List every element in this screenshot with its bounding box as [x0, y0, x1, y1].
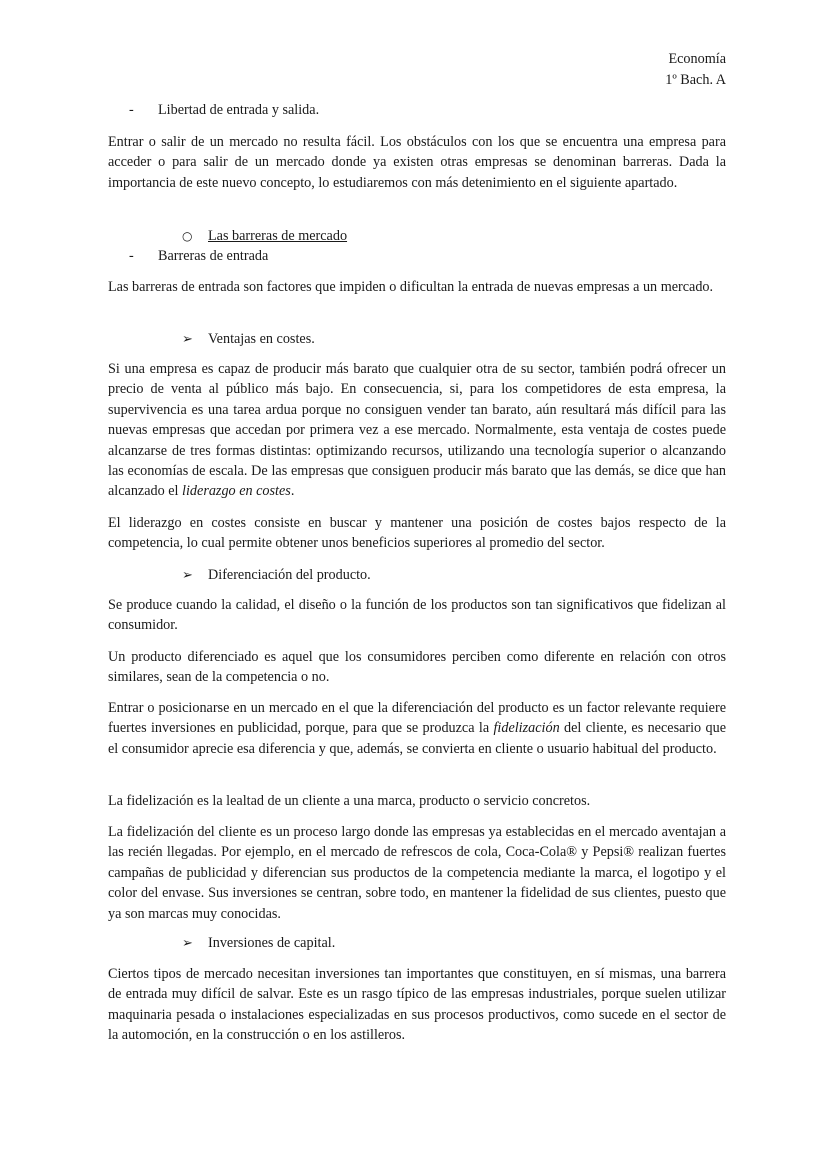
arrow-bullet-icon: ➢ — [182, 936, 193, 951]
paragraph-text: Entrar o posicionarse en un mercado en el que la diferenciación del producto es un factor relevante requiere fuertes inversiones en publicidad, porque, para que se produzca la — [108, 700, 726, 737]
subheading-inversiones — [182, 933, 335, 954]
paragraph-fidelizacion-cliente: La fidelización del cliente es un proceso largo donde las empresas ya establecidas en el mercado aventajan a las recién llegadas. Por ejemplo, en el mercado de refrescos de cola, Coca-Cola® y Pepsi® realizan fuertes campañas de publicidad y diferencian sus productos de la competencia mediante la marca, el logotipo y el color del envase. Sus inversiones se centran, sobre todo, en mantener la fidelidad de sus clientes, puesto que ya son marcas muy conocidas. — [108, 824, 726, 922]
dash-bullet: - — [129, 102, 134, 118]
emphasis-liderazgo: liderazgo en costes — [182, 483, 291, 500]
subheading-diferenciacion — [182, 565, 371, 586]
paragraph-barreras-definicion: Las barreras de entrada son factores que impiden o dificultan la entrada de nuevas empresas a un mercado. — [108, 279, 714, 295]
paragraph-fidelizacion-def: La fidelización es la lealtad de un cliente a una marca, producto o servicio concretos. — [108, 793, 591, 809]
list-item-label: Libertad de entrada y salida. — [158, 102, 320, 118]
emphasis-fidelizacion: fidelización — [493, 720, 560, 737]
page-header — [665, 49, 726, 91]
paragraph-diferenciacion-def: Se produce cuando la calidad, el diseño o la función de los productos son tan significativos que fidelizan al consumidor. — [108, 597, 726, 634]
arrow-bullet-icon: ➢ — [182, 332, 193, 347]
header-course: 1º Bach. A — [665, 72, 726, 88]
paragraph-liderazgo-costes: El liderazgo en costes consiste en buscar y mantener una posición de costes bajos respecto de la competencia, lo cual permite obtener unos beneficios superiores al promedio del sector. — [108, 515, 726, 552]
paragraph-end: . — [290, 483, 295, 500]
paragraph-posicionarse — [108, 698, 726, 759]
circle-bullet: ○ — [182, 229, 193, 243]
paragraph-producto-diferenciado: Un producto diferenciado es aquel que los consumidores perciben como diferente en relación con otros similares, sean de la competencia o no. — [108, 649, 726, 686]
dash-bullet: - — [129, 248, 134, 264]
section-heading-barreras — [182, 226, 347, 246]
section-title: Las barreras de mercado — [208, 228, 348, 244]
subheading-label: Diferenciación del producto. — [208, 567, 371, 583]
paragraph-barreras-intro: Entrar o salir de un mercado no resulta fácil. Los obstáculos con los que se encuentra una empresa para acceder o para salir de un mercado donde ya existen otras empresas se denominan barreras. Dada la importancia de este nuevo concepto, lo estudiaremos con más detenimiento en el siguiente apartado. — [108, 134, 726, 191]
arrow-bullet-icon: ➢ — [182, 568, 193, 583]
list-item-label: Barreras de entrada — [158, 248, 269, 264]
paragraph-text: Si una empresa es capaz de producir más barato que cualquier otra de su sector, también podrá ofrecer un precio de venta al público más bajo. En consecuencia, si, para los competidores de esta empresa, la supervivencia es una tarea ardua porque no consiguen vender tan barato, aún resultará más difícil para las nuevas empresas que accedan por primera vez a ese mercado. Normalmente, esta ventaja de costes puede alcanzarse de tres formas distintas: optimizando recursos, utilizando una tecnología superior o alcanzando las economías de escala. De las empresas que consiguen producir más barato que las demás, se dice que han alcanzado el — [108, 361, 726, 500]
subheading-ventajas-costes — [182, 329, 315, 350]
header-subject: Economía — [668, 51, 726, 67]
paragraph-text-2: del cliente, es necesario que el consumidor aprecie esa diferencia y que, además, se convierta en cliente o usuario habitual del producto. — [108, 720, 726, 757]
subheading-label: Inversiones de capital. — [208, 935, 336, 951]
subheading-label: Ventajas en costes. — [208, 331, 315, 347]
paragraph-ventajas-costes — [108, 359, 726, 502]
paragraph-inversiones-capital: Ciertos tipos de mercado necesitan inversiones tan importantes que constituyen, en sí mismas, una barrera de entrada muy difícil de salvar. Este es un rasgo típico de las empresas industriales, porque suelen utilizar maquinaria pesada o instalaciones especializadas en sus procesos productivos, como sucede en el sector de la automoción, en la construcción o en los astilleros. — [108, 966, 726, 1044]
